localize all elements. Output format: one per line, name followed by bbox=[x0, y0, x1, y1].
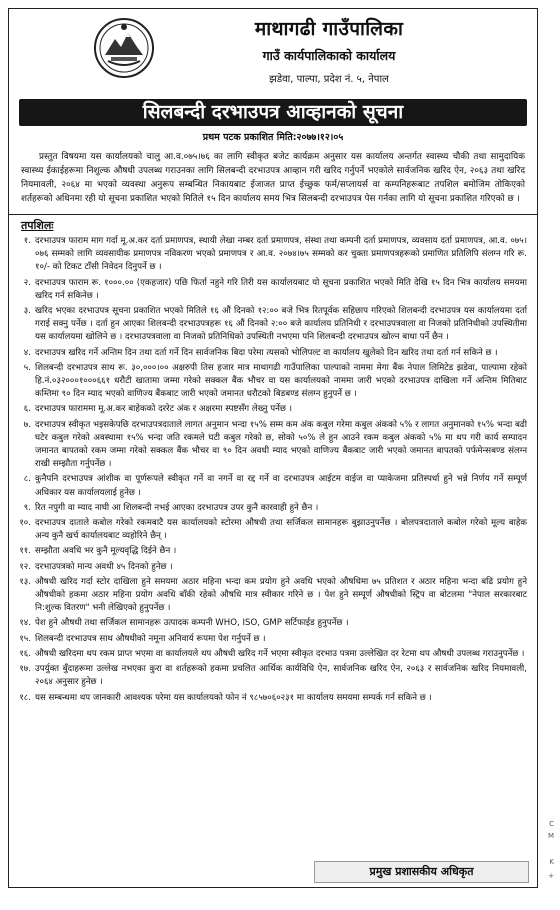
tapasil-heading: तपशिलः bbox=[21, 219, 54, 232]
item-number: ९. bbox=[23, 502, 31, 513]
item-number: २. bbox=[23, 277, 31, 288]
list-item bbox=[13, 517, 527, 543]
list-item bbox=[13, 235, 527, 275]
header bbox=[9, 9, 537, 99]
municipality-title: माथागढी गाउँपालिका bbox=[254, 18, 404, 40]
item-text: दरभाउपत्र स्वीकृत भइसकेपछि दरभाउपत्रदाताले लागत अनुमान भन्दा १५% सम्म कम अंक कबुल गरेमा कबुल अंकको ५% र लागत अनुमानको १५% भन्दा बढी घटेर कबुल गरेको अवस्थामा १५% भन्दा जति रकमले घटी कबुल गरेको छ, सोको ५०% ले हुन आउने रकम कबुल अंकको ५% मा थप गरी कार्य सम्पादन जमानत बापतको रकम जम्मा गरेको सक्कल बैंक भौचर वा ९० दिन अवधी म्याद भएको वाणिज्य बैंकबाट जारी भएको जमानत बापतको पर्फमेन्सबण्ड संलग्न राखी सम्झौता गर्नुपर्नेछ । bbox=[35, 419, 527, 470]
nepal-emblem-icon bbox=[93, 17, 155, 79]
list-item bbox=[13, 473, 527, 499]
list-item bbox=[13, 419, 527, 472]
item-number: १४. bbox=[19, 618, 31, 629]
item-number: ४. bbox=[23, 347, 31, 358]
list-item bbox=[13, 305, 527, 345]
list-item bbox=[13, 277, 527, 303]
list-item bbox=[13, 576, 527, 616]
list-item bbox=[13, 545, 527, 558]
edge-mark: M bbox=[547, 832, 554, 840]
item-number: ५. bbox=[23, 362, 31, 373]
item-text: दरभाउपत्र फाराम रू. १०००.०० (एकहजार) पछि फिर्ता नहुने गरि तिरी यस कार्यालयबाट यो सूचना प्रकाशित भएको मिति देखि १५ दिन भित्र कार्यालय समयमा खरिद गर्न सकिनेछ । bbox=[35, 277, 527, 301]
item-text: दरभाउपत्र फाराम माग गर्दा मू.अ.कर दर्ता प्रमाणपत्र, स्थायी लेखा नम्बर दर्ता प्रमाणपत्र, संस्था तथा कम्पनी दर्ता प्रमाणपत्र, व्यवसाय दर्ता प्रमाणपत्र, आ.व. ०७५।०७६ सम्मको लागि व्यवसायीक प्रमाणपत्र नविकरण भएको प्रमाणपत्र र आ.व. २०७४।७५ सम्मको कर चुक्ता प्रमाणपत्रहरूको प्रमाणित प्रतिलिपि संलग्न गरि रू. १०/- को टिकट टाँसी निवेदन दिनुपर्ने छ । bbox=[35, 236, 527, 273]
item-number: ३. bbox=[23, 306, 31, 317]
list-item bbox=[13, 663, 527, 689]
item-text: शिलबन्दी दरभाउपत्र साथ औषधीको नमूना अनिवार्य रूपमा पेश गर्नुपर्ने छ । bbox=[35, 633, 266, 644]
intro-paragraph: प्रस्तुत विषयमा यस कार्यालयको चालु आ.व.०७५।७६ का लागि स्वीकृत बजेट कार्यक्रम अनुसार यस कार्यालय अन्तर्गत स्वास्थ्य चौकी तथा सामुदायिक स्वास्थ्य ईकाईहरूमा निशुल्क औषधी उपलब्ध गराउनका लागि सिलबन्दी दरभाउपत्र आव्हान गरी खरिद गर्नुपर्ने भएकोले सार्वजनिक खरिद ऐन, २०६३ तथा खरिद नियमावली, २०६४ मा भएको व्यवस्था अनुरूप सम्बन्धित निकायबाट ईजाजत प्राप्त ईच्छुक फर्म/सप्लायर्स वा कम्पनिहरूबाट तपशिल बमोजिम तोकिएको शर्तहरूको अधिनमा रही यो सूचना प्रकाशित भएको मितिले १५ दिन कार्यालय समय भित्र सिलबन्दी दरभाउपत्र पेस गर्नका लागि यो सूचना प्रकाशित गरिएको छ । bbox=[21, 152, 525, 204]
item-number: १. bbox=[23, 236, 31, 246]
list-item bbox=[13, 692, 527, 705]
signature-block: प्रमुख प्रशासकीय अधिकृत bbox=[314, 861, 529, 883]
list-item bbox=[13, 502, 527, 515]
edge-mark: + bbox=[548, 872, 554, 880]
list-item bbox=[13, 403, 527, 416]
list-item bbox=[13, 561, 527, 574]
item-number: ६. bbox=[23, 404, 31, 415]
list-item bbox=[13, 617, 527, 630]
list-item bbox=[13, 362, 527, 402]
item-number: १६. bbox=[19, 648, 31, 659]
item-text: दरभाउपत्र दाताले कबोल गरेको रकमबाटै यस कार्यालयको स्टोरमा औषधी तथा सर्जिकल सामानहरू बुझाउनुपर्नेछ । बोलपत्रदाताले कबोल गरेको मूल्य बाहेक अन्य कुनै खर्च कार्यालयबाट व्यहोरिने छैन् । bbox=[35, 518, 527, 542]
office-address: झडेवा, पाल्पा, प्रदेश नं. ५, नेपाल bbox=[269, 74, 389, 85]
item-text: दरभाउपत्रको मान्य अवधी ४५ दिनको हुनेछ । bbox=[35, 561, 173, 572]
item-number: १५. bbox=[19, 633, 31, 644]
item-number: १२. bbox=[19, 561, 31, 572]
item-number: ७. bbox=[23, 419, 31, 430]
edge-mark: K bbox=[549, 858, 554, 866]
item-number: १०. bbox=[19, 518, 31, 529]
edge-mark: C bbox=[549, 820, 554, 828]
item-text: औषधी खरिद गर्दा स्टोर दाखिला हुने समयमा अठार महिना भन्दा कम प्रयोग हुने अवधि भएको औषधिमा ७५ प्रतिशत र अठार महिना भन्दा बढि प्रयोग हुने औषधीको हकमा अठार महिना प्रयोग अवधि बाँकी रहेको औषधि मात्र स्वीकार गरिने छ । पेश हुने सम्पूर्ण औषधीको स्ट्रिप वा बोटलमा "नेपाल सरकारबाट नि:शुल्क वितरण" भनी लेखिएको हुनुपर्नेछ । bbox=[35, 576, 527, 614]
list-item bbox=[13, 347, 527, 360]
item-number: ८. bbox=[23, 474, 31, 485]
list-item bbox=[13, 633, 527, 646]
item-text: पेश हुने औषधी तथा सर्जिकल सामानहरू उत्पादक कम्पनी WHO, ISO, GMP सर्टिफाईड हुनुपर्नेछ । bbox=[35, 618, 349, 629]
item-text: औषधी खरिदमा थप रकम प्राप्त भएमा वा कार्यालयले थप औषधी खरिद गर्ने भएमा स्वीकृत दरभाउ पत्रमा उल्लेखित दर रेटमा थप औषधी उपलब्ध गराउनुपर्नेछ । bbox=[35, 648, 525, 659]
notice-sheet bbox=[8, 8, 538, 888]
list-item bbox=[13, 648, 527, 661]
item-text: कुनैपनि दरभाउपत्र आंशीक वा पूर्णरूपले स्वीकृत गर्ने वा नगर्ने वा रद्द गर्ने वा दरभाउपत्र आईटम वाईज वा प्याकेजमा प्रतिस्पर्धा हुने भन्ने निर्णय गर्ने सम्पूर्ण अधिकार यस कार्यालयलाई हुनेछ । bbox=[35, 474, 527, 498]
office-subtitle: गाउँ कार्यपालिकाको कार्यालय bbox=[262, 48, 396, 63]
item-number: १८. bbox=[19, 692, 31, 703]
item-text: शिलबन्दी दरभाउपत्र साथ रू. ३०,०००।०० अक्षरुपी तिस हजार मात्र माथागढी गाउँपालिका पाल्पाको नाममा मेगा बैंक नेपाल लिमिटेड झडेवा, पाल्पामा रहेको हि.नं.०३२०००१०००६६१ धरौटी खातामा जम्मा गरेको सक्कल बैंक भौचर वा यस कार्यालयको नाममा जारी भएको दरभाउपत्र दाखिला गर्ने अन्तिम मितिबाट कम्तिमा ९० दिन म्याद भएको वाणिज्य बैंकबाट जारी भएको जमानत धरौटको बिडबण्ड संलग्न हुनुपर्ने छ । bbox=[35, 362, 527, 400]
item-text: खरिद भएका दरभाउपत्र सूचना प्रकाशित भएको मितिले १६ औं दिनको १२:०० बजे भित्र रितपूर्वक सहिछाप गरिएको शिलबन्दी दरभाउपत्र यस कार्यालयमा दर्ता गराई सक्नु पर्नेछ । दर्ता हुन आएका शिलबन्दी दरभाउपत्रहरू १६ औं दिनको २:०० बजे कार्यालय प्रतिनिधी र दरभाउपत्रवाला वा निजको प्रतिनिधीको उपस्थितीमा यस कार्यालयमा खोलिने छ । दरभाउपत्रवाला वा निजको प्रतिनिधिको उपस्थिती नभएमा पनि शिलबन्दी दरभाउपत्र खोल्न बाधा पर्ने छैन । bbox=[35, 306, 527, 343]
notice-banner: सिलबन्दी दरभाउपत्र आव्हानको सूचना bbox=[19, 99, 527, 126]
item-text: दरभाउपत्र खरिद गर्ने अन्तिम दिन तथा दर्ता गर्ने दिन सार्वजनिक बिदा परेमा त्यसको भोलिपल्ट वा कार्यालय खुलेको दिन खरिद तथा दर्ता गर्न सकिने छ । bbox=[35, 347, 498, 358]
item-text: सम्झौता अवधि भर कुनै मूल्यवृद्धि दिईने छैन । bbox=[35, 546, 177, 557]
item-text: दरभाउपत्र फाराममा मू.अ.कर बाहेकको दररेट अंक र अक्षरमा स्पष्टसँग लेख्नु पर्नेछ । bbox=[35, 404, 292, 415]
item-text: रित नपुगी वा म्याद नाघी आ शिलबन्दी नभई आएका दरभाउपत्र उपर कुनै कारवाही हुने छैन । bbox=[35, 502, 319, 513]
publish-date: प्रथम पटक प्रकाशित मिति:२०७७।१२।०५ bbox=[202, 132, 344, 143]
item-text: यस सम्बन्धमा थप जानकारी आवश्यक परेमा यस कार्यालयको फोन नं ९८५७०६०२३१ मा कार्यालय समयमा सम्पर्क गर्न सकिने छ । bbox=[35, 692, 432, 703]
item-number: ११. bbox=[19, 546, 31, 557]
conditions-list bbox=[13, 235, 527, 705]
item-number: १३. bbox=[19, 576, 31, 587]
item-text: उपर्युक्त बुँदाहरूमा उल्लेख नभएका कुरा वा शर्तहरूको हकमा प्रचलित आर्थिक कार्यविधि ऐन, सार्वजनिक खरिद ऐन, २०६३ र सार्वजनिक खरिद नियमावली, २०६४ अनुसार हुनेछ । bbox=[35, 664, 527, 688]
divider bbox=[9, 214, 537, 215]
item-number: १७. bbox=[19, 664, 31, 675]
